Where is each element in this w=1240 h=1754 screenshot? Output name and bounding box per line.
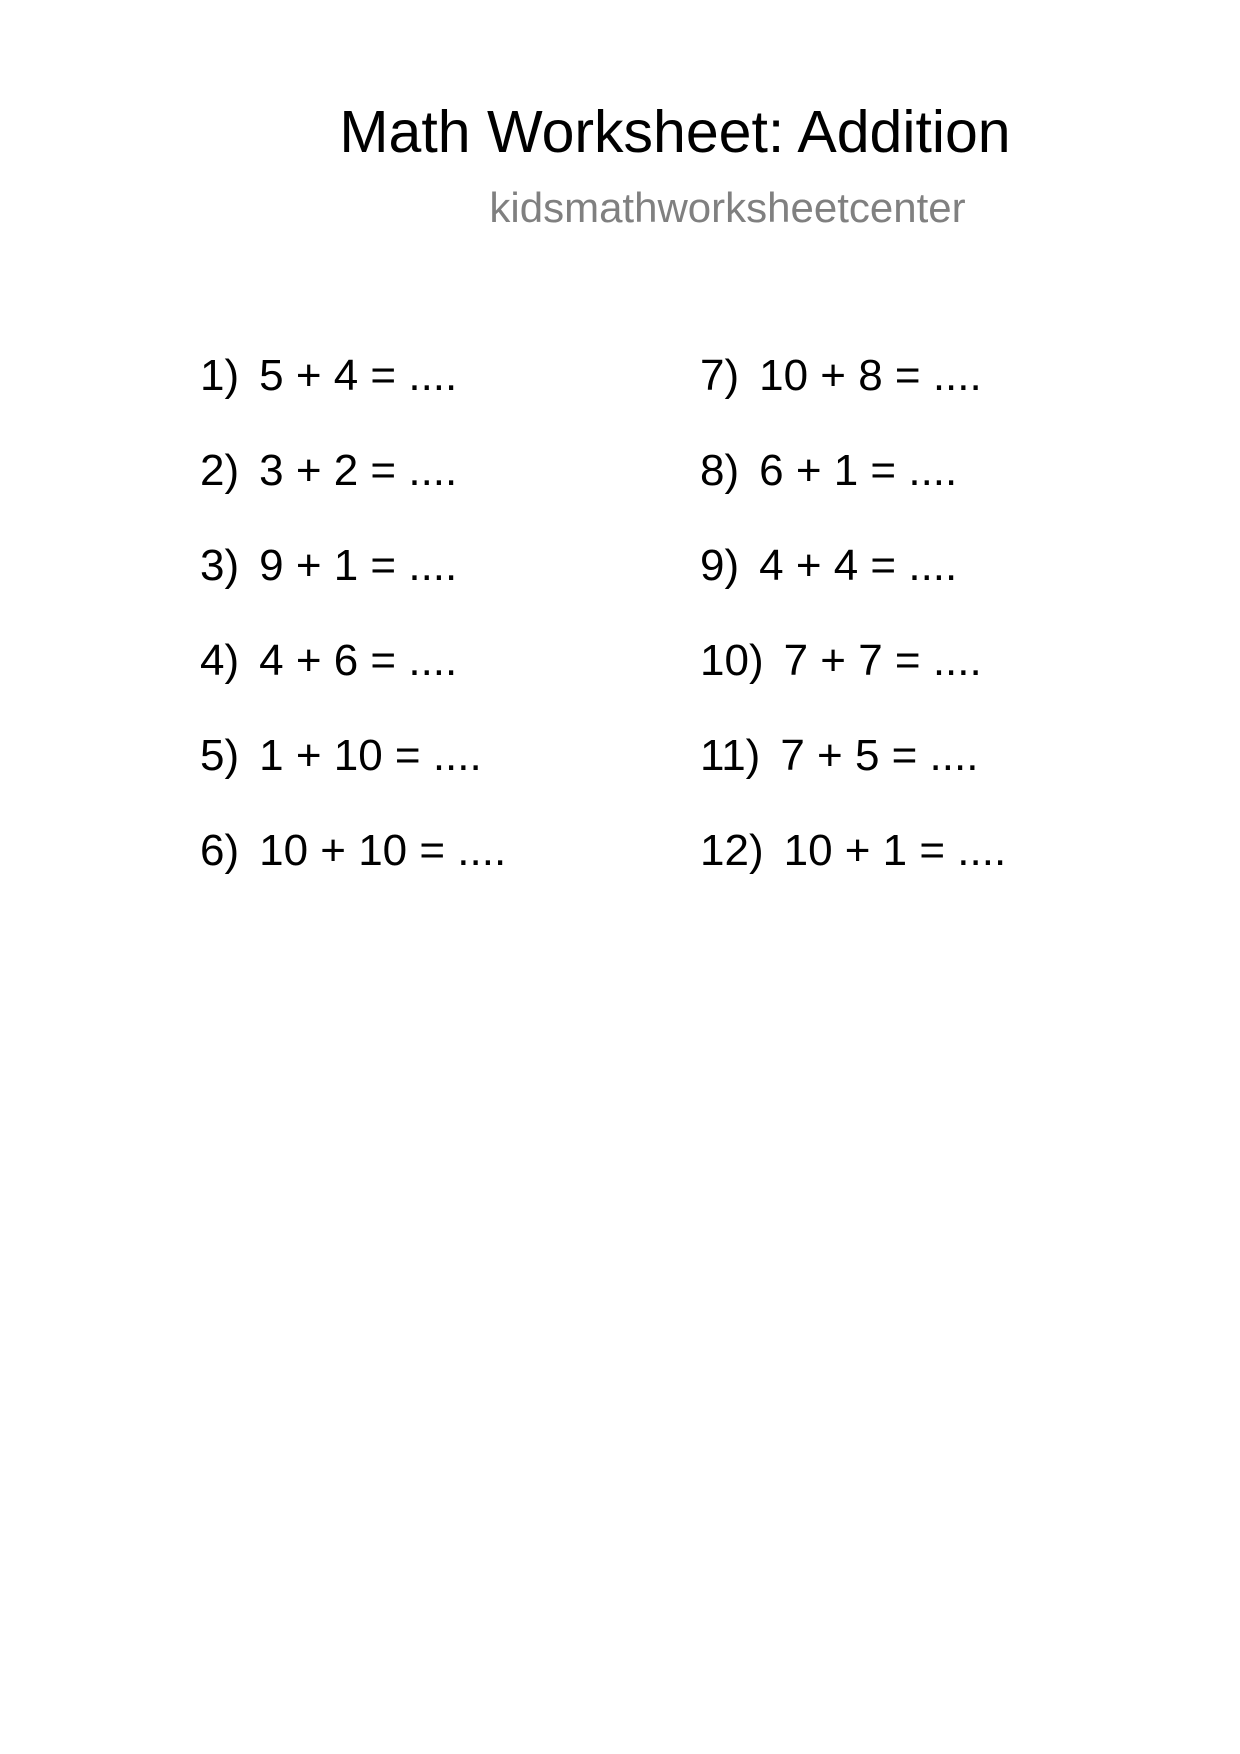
problems-column-right — [700, 350, 1006, 920]
page-subtitle: kidsmathworksheetcenter — [489, 184, 966, 231]
problem-expression: 4 + 4 = .... — [759, 541, 958, 590]
problem-item — [200, 730, 506, 825]
problem-number: 2) — [200, 446, 240, 495]
problem-number: 3) — [200, 541, 240, 590]
problem-expression: 5 + 4 = .... — [259, 351, 458, 400]
problem-number: 11) — [700, 731, 761, 780]
problem-expression: 10 + 1 = .... — [783, 826, 1007, 875]
problem-expression: 4 + 6 = .... — [259, 636, 458, 685]
problem-item — [200, 540, 506, 635]
problem-item — [700, 730, 1006, 825]
problem-item — [200, 445, 506, 540]
problem-expression: 3 + 2 = .... — [259, 446, 458, 495]
problem-number: 10) — [700, 636, 764, 685]
problem-item — [200, 350, 506, 445]
problem-number: 12) — [700, 826, 764, 875]
problem-expression: 7 + 7 = .... — [783, 636, 982, 685]
problem-number: 6) — [200, 826, 240, 875]
problem-number: 7) — [700, 351, 740, 400]
problem-expression: 9 + 1 = .... — [259, 541, 458, 590]
problem-number: 8) — [700, 446, 740, 495]
problem-item — [200, 825, 506, 920]
problem-number: 1) — [200, 351, 240, 400]
problem-expression: 6 + 1 = .... — [759, 446, 958, 495]
problem-number: 4) — [200, 636, 240, 685]
problem-expression: 10 + 8 = .... — [759, 351, 982, 400]
page-title: Math Worksheet: Addition — [339, 99, 1011, 165]
problem-expression: 1 + 10 = .... — [259, 731, 482, 780]
problem-number: 9) — [700, 541, 740, 590]
problem-expression: 7 + 5 = .... — [780, 731, 979, 780]
problem-item — [700, 540, 1006, 635]
problem-expression: 10 + 10 = .... — [259, 826, 507, 875]
problems-column-left — [200, 350, 506, 920]
problem-number: 5) — [200, 731, 240, 780]
problem-item — [700, 445, 1006, 540]
problem-item — [700, 350, 1006, 445]
problem-item — [700, 825, 1006, 920]
problem-item — [700, 635, 1006, 730]
problem-item — [200, 635, 506, 730]
